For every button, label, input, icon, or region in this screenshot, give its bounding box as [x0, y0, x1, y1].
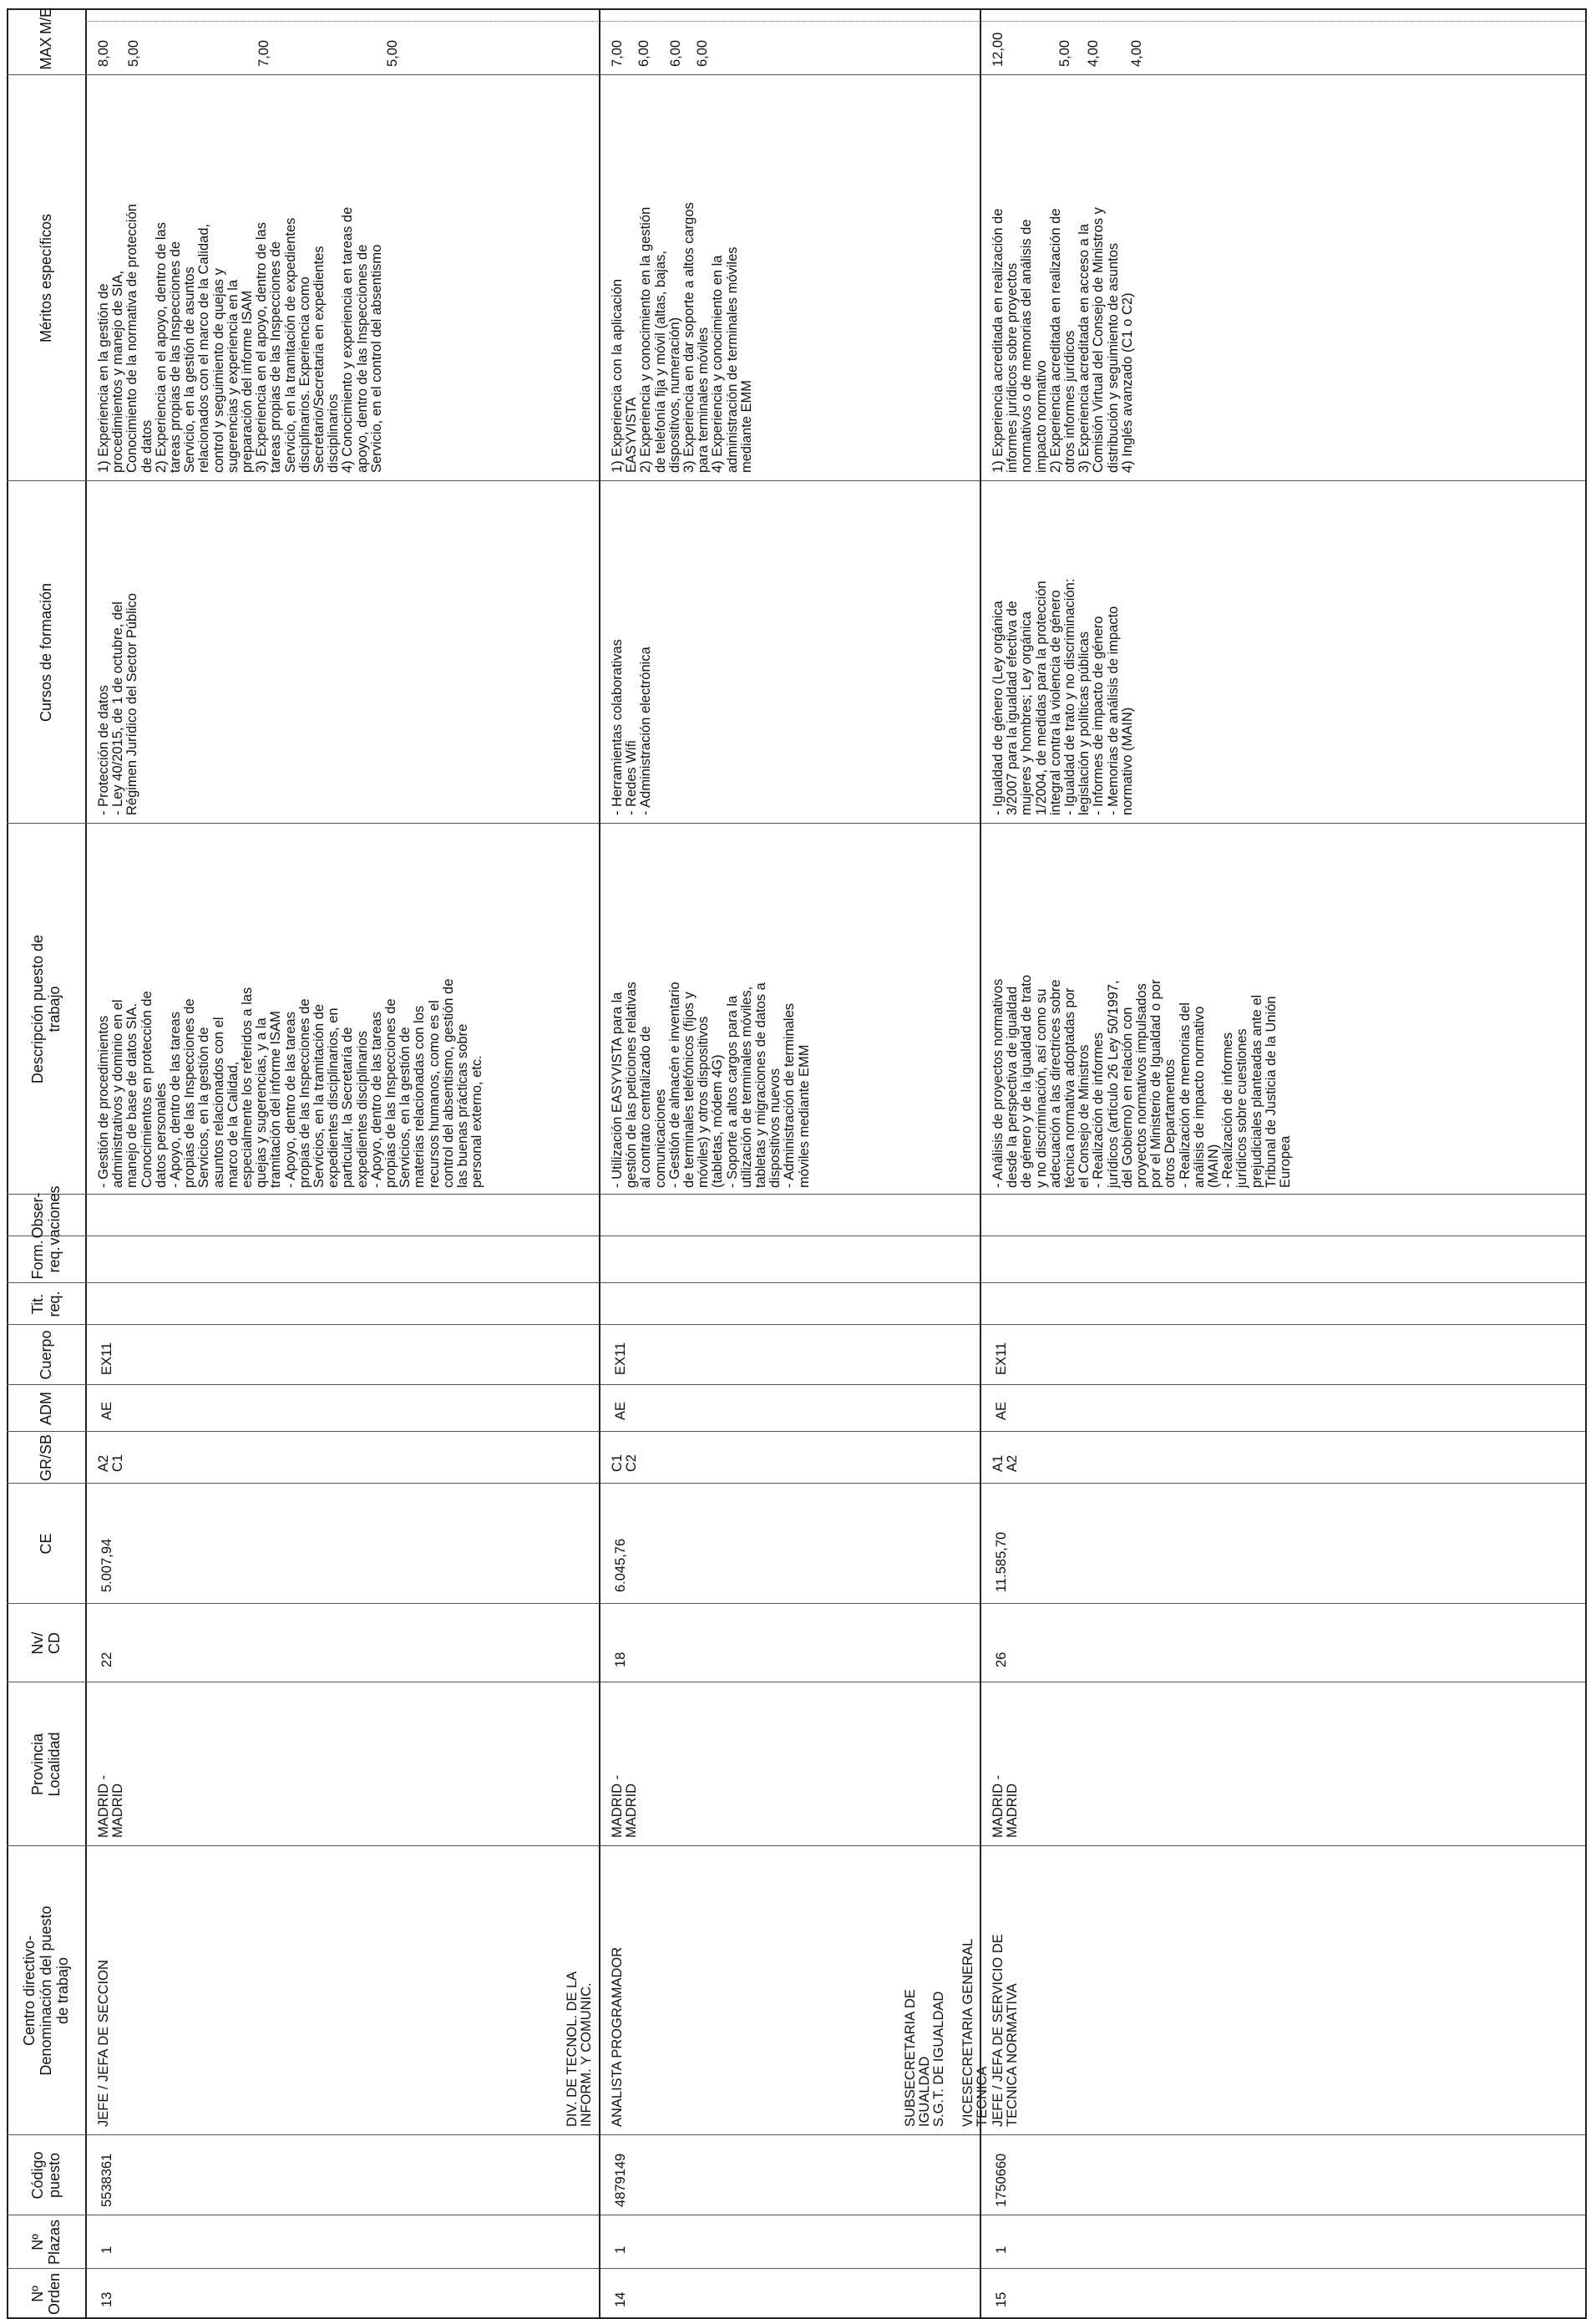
cell-max-2: 5,00 — [1057, 39, 1072, 67]
header-grupo: GR/SB — [38, 1434, 54, 1482]
header-formacion: Form. req. — [29, 1240, 63, 1280]
cell-max-3: 4,00 — [1086, 39, 1101, 67]
cell-descripcion: - Utilización EASYVISTA para la gestión de las peticiones relativas al contrato centralizado de comunicaciones - Gestión de almacén e inventario de terminales telefónicos (fijos y móviles) y otros dispositivos (tabletas, módem 4G) - Soporte a altos cargos para la utilización de terminales móviles, tabletas y migraciones de datos a dispositivos nuevos - Administración de terminales móviles mediante EMM — [610, 982, 812, 1188]
cell-codigo: 4879149 — [613, 2153, 628, 2207]
header-nivel: Nv/ CD — [29, 1631, 63, 1655]
header-provincia: Provincia Localidad — [29, 1732, 63, 1797]
cell-max-4: 5,00 — [385, 39, 400, 67]
cell-nivel: 26 — [994, 1652, 1009, 1667]
cell-cuerpo: EX11 — [99, 1342, 114, 1375]
cell-provincia: MADRID - MADRID — [991, 1774, 1021, 1838]
cell-provincia: MADRID - MADRID — [610, 1774, 640, 1838]
cell-max-2: 5,00 — [126, 39, 141, 67]
header-plazas: Nº Plazas — [29, 2219, 63, 2266]
cell-codigo: 5538361 — [99, 2153, 114, 2207]
cell-max-2: 6,00 — [636, 39, 651, 67]
header-observaciones: Obser- vaciones — [29, 1185, 63, 1246]
cell-meritos: 1) Experiencia con la aplicación EASYVISTA 2) Experiencia y conocimiento en la gestión de telefonía fija y móvil (altas, bajas, dispositivos, numeración) 3) Experiencia en dar soporte a altos cargos para terminales móviles 4) Experiencia y conocimiento en la administración de terminales móviles mediante EMM — [610, 202, 754, 473]
cell-orden: 14 — [613, 2291, 628, 2307]
me-column-guide — [85, 21, 1585, 22]
cell-codigo: 1750660 — [994, 2153, 1009, 2207]
table-row — [599, 8, 991, 2319]
cell-orden: 13 — [99, 2291, 114, 2307]
table-row — [980, 8, 1585, 2319]
cell-denominacion: JEFE / JEFA DE SECCION — [96, 1960, 111, 2127]
header-adm: ADM — [38, 1392, 54, 1425]
header-codigo: Código puesto — [29, 2151, 63, 2200]
cell-provincia: MADRID - MADRID — [96, 1774, 126, 1838]
cell-max-3: 7,00 — [256, 39, 271, 67]
cell-nivel: 18 — [613, 1652, 628, 1667]
cell-descripcion: - Análisis de proyectos normativos desde la perspectiva de igualdad de género y de la igualdad de trato y no discriminación, así como su adecuación a las directrices sobre técnica normativa adoptadas por el Consejo de Ministros - Realización de informes jurídicos (artículo 26 Ley 50/1997, del Gobierno) en relación con proyectos normativos impulsados por el Ministerio de Igualdad o por otros Departamentos - Realización de memorias del análisis de impacto normativo (MAIN) - Realización de informes jurídicos sobre cuestiones prejudiciales planteadas ante el Tribunal de Justicia de la Unión Europea — [991, 974, 1294, 1188]
cell-ce: 6.045,76 — [613, 1538, 628, 1592]
cell-adm: AE — [613, 1401, 628, 1420]
cell-cuerpo: EX11 — [994, 1342, 1009, 1375]
cell-max-1: 12,00 — [991, 32, 1006, 67]
header-cursos: Cursos de formación — [38, 582, 54, 723]
header-cuerpo: Cuerpo — [38, 1330, 54, 1380]
cell-cuerpo: EX11 — [613, 1342, 628, 1375]
cell-cursos: - Igualdad de género (Ley orgánica 3/2007 para la igualdad efectiva de mujeres y hombres; Ley orgánica 1/2004, de medidas para la protección integral contra la violencia de género - Igualdad de trato y no discriminación: legislación y políticas públicas - Informes de impacto de género - Memorias de análisis de impacto normativo (MAIN) — [991, 578, 1135, 815]
header-orden: Nº Orden — [29, 2272, 63, 2316]
cell-max-1: 7,00 — [610, 39, 625, 67]
cell-plazas: 1 — [99, 2245, 114, 2254]
cell-ce: 11.585,70 — [994, 1531, 1009, 1592]
cell-cursos: - Herramientas colaborativas - Redes Wifi - Administración electrónica — [610, 639, 654, 815]
header-ce: CE — [38, 1533, 54, 1555]
table-bottom-border — [1585, 8, 1587, 2319]
cell-adm: AE — [99, 1401, 114, 1420]
header-descripcion: Descripción puesto de trabajo — [29, 934, 63, 1084]
cell-plazas: 1 — [994, 2245, 1009, 2254]
cell-max-4: 4,00 — [1129, 39, 1144, 67]
cell-denominacion: JEFE / JEFA DE SERVICIO DE TECNICA NORMATIVA — [991, 1934, 1021, 2127]
header-titulacion: Tit. req. — [29, 1291, 63, 1317]
cell-cursos: - Protección de datos - Ley 40/2015, de 1 de octubre, del Régimen Jurídico del Sector Público — [96, 593, 140, 815]
cell-unidad: DIV. DE TECNOL. DE LA INFORM. Y COMUNIC. — [565, 1971, 595, 2127]
cell-adm: AE — [994, 1401, 1009, 1420]
cell-descripcion: - Gestión de procedimientos administrativos y dominio en el manejo de base de datos SIA. Conocimientos en protección de datos personales - Apoyo, dentro de las tareas propias de las Inspecciones de Servicios, en la gestión de asuntos relacionados con el marco de la Calidad, especialmente los referidos a las quejas y sugerencias, y a la tramitación del informe ISAM - Apoyo, dentro de las tareas propias de las Inspecciones de Servicios, en la tramitación de expedientes disciplinarios, en particular, la Secretaría de expedientes disciplinarios - Apoyo, dentro de las tareas propias de las Inspecciones de Servicios, en la gestión de materias relacionadas con los recursos humanos, como es el control del absentismo, gestión de las buenas prácticas sobre personal externo, etc. — [96, 978, 485, 1188]
cell-grupo: A1 A2 — [991, 1454, 1021, 1472]
cell-ce: 5.007,94 — [99, 1538, 114, 1592]
cell-orden: 15 — [994, 2291, 1009, 2307]
cell-unidad: SUBSECRETARIA DE IGUALDAD S.G.T. DE IGUALDAD VICESECRETARIA GENERAL TECNICA — [903, 1938, 991, 2127]
cell-denominacion: ANALISTA PROGRAMADOR — [610, 1946, 625, 2127]
cell-grupo: A2 C1 — [96, 1454, 126, 1472]
header-meritos: Méritos específicos — [38, 213, 54, 343]
header-centro: Centro directivo- Denominación del puesto de trabajo — [21, 1905, 71, 2076]
cell-plazas: 1 — [613, 2245, 628, 2254]
cell-max-3: 6,00 — [668, 39, 683, 67]
header-me: M/E — [38, 7, 54, 34]
cell-meritos: 1) Experiencia acreditada en realización de informes jurídicos sobre proyectos normativos o de memorias del análisis de impacto normativo 2) Experiencia acreditada en realización de otros informes jurídicos 3) Experiencia acreditada en acceso a la Comisión Virtual del Consejo de Ministros y distribución y seguimiento de asuntos 4) Inglés avanzado (C1 o C2) — [991, 207, 1135, 473]
cell-max-1: 8,00 — [96, 39, 111, 67]
cell-nivel: 22 — [99, 1652, 114, 1667]
cell-meritos: 1) Experiencia en la gestión de procedimientos y manejo de SIA, Conocimiento de la normativa de protección de datos 2) Experiencia en el apoyo, dentro de las tareas propias de las Inspecciones de Servicio, en la gestión de asuntos relacionados con el marco de la Calidad, control y seguimiento de quejas y sugerencias y experiencia en la preparación del informe ISAM 3) Experiencia en el apoyo, dentro de las tareas propias de las Inspecciones de Servicio, en la tramitación de expedientes disciplinarios. Experiencia como Secretario/Secretaria en expedientes disciplinarios 4) Conocimiento y experiencia en tareas de apoyo, dentro de las Inspecciones de Servicio, en el control del absentismo — [96, 204, 384, 473]
header-max: MAX — [38, 37, 54, 70]
table-row — [85, 8, 599, 2319]
cell-max-4: 6,00 — [695, 39, 710, 67]
cell-grupo: C1 C2 — [610, 1454, 640, 1472]
